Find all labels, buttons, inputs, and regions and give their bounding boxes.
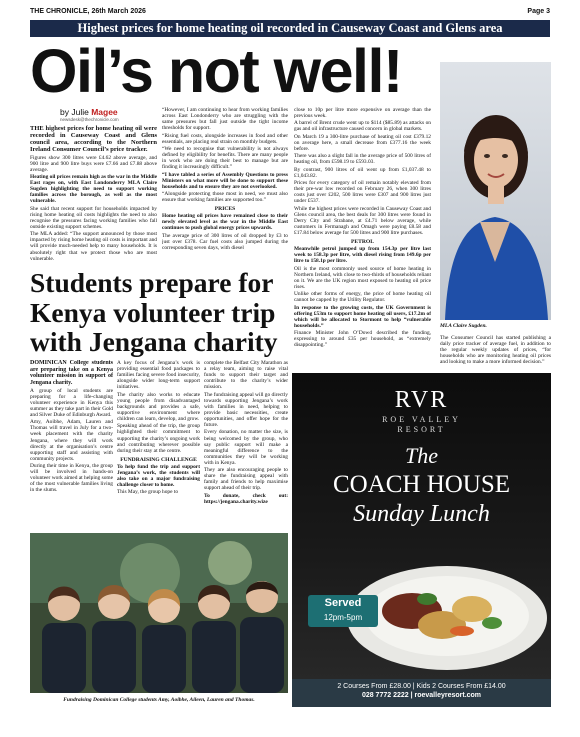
story-column-2 [162, 107, 288, 267]
byline: by Julie Magee [60, 107, 118, 117]
story-paragraph: complete the Belfast City Marathon as a relay team, aiming to raise vital funds to support their target and contribute to the charity’s wider mission. [204, 360, 288, 391]
story-paragraph: The Consumer Council has started publishing a daily price tracker of average fuel, in addition to the regular weekly updates of prices, “for households who are monitoring heating oil prices and looking to make a more informed decision.” [440, 335, 551, 366]
story-paragraph: While the highest prices were recorded in Causeway Coast and Glens council area, the best deals for 300 litres were found in Derry City and Strabane, at £4.71 below average, while customers in Fermanagh and Omagh were paying £8.58 and £17.84 below average for 500 litres and 900 litre purchases. [294, 205, 431, 236]
story-paragraph: Figures show 300 litres were £4.62 above average, and 900 litre and 900 litre buys were £7.66 and £7.88 above average. [30, 154, 157, 173]
page-number: Page 3 [527, 8, 550, 15]
kenya-headline-line: Students prepare for [30, 267, 274, 298]
donate-link[interactable]: To donate, check out: https://jengana.charity.wize [204, 492, 288, 505]
ad-contact[interactable]: 028 7772 2222 | roevalleyresort.com [361, 692, 482, 699]
page-header [30, 6, 550, 18]
ad-footer [292, 679, 551, 707]
story-paragraph: On March 19 a 300-litre purchase of heating oil cost £379.12 on average here, a small decrease from £377.16 the week before. [294, 133, 431, 152]
kenya-headline [30, 265, 431, 358]
story-paragraph: A key focus of Jengana’s work is providing essential food packages to families facing severe food insecurity, alongside wider long-term support initiatives. [117, 360, 200, 391]
story-paragraph: Oil is the most commonly used source of home heating in Northern Ireland, with close to two-thirds of households reliant on it. We are the UK region most exposed to heating oil price rises. [294, 265, 431, 290]
kenya-column-1 [30, 360, 113, 530]
students-photo-caption: Fundraising Dominican College students Amy, Aoibhe, Aileen, Lauren and Thomas. [63, 697, 255, 703]
ad-pricing: 2 Courses From £28.00 | Kids 2 Courses From £14.00 [337, 683, 506, 690]
ad-title-sub: Sunday Lunch [353, 501, 490, 527]
story-paragraph: She said that recent support for households impacted by rising home heating oil costs highlights the need to also recognise the pressures facing working families who fall outside existing support schemes. [30, 205, 157, 230]
served-label: Served [324, 597, 362, 609]
story-paragraph: Amy, Aoibhe, Adam, Lauren and Thomas will travel in July for a two-week placement with the charity Jengana, where they will work directly at the organisation’s centre supporting staff and assisting with community projects. [30, 419, 113, 462]
story-paragraph: Speaking ahead of the trip, the group highlighted their commitment to supporting the charity’s ongoing work and contributing wherever possible during their stay at the centre. [117, 423, 200, 454]
story-paragraph: The charity also works to educate young people from disadvantaged backgrounds and provides a safe, supportive environment where children can learn, develop, and grow. [117, 391, 200, 423]
subheading-fundraising: FUNDRAISING CHALLENGE [120, 456, 197, 463]
story-paragraph: In response to the growing costs, the UK Government is offering £53m to support home heating oil users, £17.2m of which will be allocated to Stormont to help “vulnerable households.” [294, 304, 431, 329]
story-paragraph: By contrast, 900 litres of oil went up from £1,037.48 to £1,043.82. [294, 166, 431, 179]
story-paragraph: Home heating oil prices have remained close to their newly elevated level as the war in the Middle East continues to push global energy prices upwards. [162, 213, 288, 232]
story-column-4 [440, 335, 551, 371]
story-paragraph: The average price of 300 litres of oil dropped by £3 to just over £378. Car fuel costs also jumped during the corresponding seven days, with diesel [162, 232, 288, 251]
story-column-1 [30, 125, 157, 267]
story-paragraph: “I have tabled a series of Assembly Questions to press Ministers on what more will be done to support these households and to ensure they are not overlooked. [162, 171, 288, 190]
resort-name-line1: ROE VALLEY [382, 415, 461, 424]
kenya-headline-line: with Jengana charity [30, 326, 278, 357]
resort-logo: RVR [394, 387, 449, 413]
story-paragraph: During their time in Kenya, the group will be involved in hands-on volunteer work aimed at helping some of the most vulnerable families living in the slums. [30, 463, 113, 494]
mla-photo [440, 62, 551, 320]
subheading-petrol: PETROL [350, 239, 374, 245]
ad-title-the: The [405, 443, 438, 468]
subheading-prices: PRICES [214, 206, 236, 213]
byline-author: Magee [91, 107, 118, 117]
byline-email[interactable]: newsdesk@thechronicle.com [60, 117, 119, 122]
story-paragraph: Every donation, no matter the size, is being welcomed by the group, who say public support will make a meaningful difference to the communities they will be working with in Kenya. [204, 429, 288, 466]
mla-photo-caption: MLA Claire Sugden. [440, 323, 487, 329]
story-paragraph: “Alongside protecting those most in need, we must also ensure that working families are supported too.” [162, 190, 288, 204]
kenya-column-3 [204, 360, 288, 530]
story-paragraph: “However, I am continuing to hear from working families across East Londonderry who are struggling with the same pressures but fall just outside the tight income thresholds for support. [162, 107, 288, 132]
section-banner: Highest prices for home heating oil recorded in Causeway Coast and Glens area [30, 20, 550, 37]
served-time: 12pm-5pm [323, 613, 363, 622]
story-paragraph: To help fund the trip and support Jengana’s work, the students will also take on a major fundraising challenge closer to home. [117, 463, 200, 489]
story-paragraph: There was also a slight fall in the average price of 500 litres of heating oil, from £598.19 to £593.03. [294, 153, 431, 166]
story-intro: THE highest prices for home heating oil were recorded in Causeway Coast and Glens council area, according to the Northern Ireland Consumer Council’s price tracker. [30, 125, 157, 154]
story-paragraph: Prices for every category of oil remain notably elevated from their pre-war low recorded on February 26, when 300 litres costs just over £202, 500 litres were £307 and 900 litres just under £537. [294, 179, 431, 205]
story-paragraph: They are also encouraging people to share the fundraising appeal with family and friends to help maximise support ahead of their trip. [204, 467, 288, 492]
coach-house-advert[interactable] [292, 373, 551, 707]
story-paragraph: Heating oil prices remain high as the war in the Middle East rages on, with East Londonderry MLA Claire Sugden highlighting the need to support working families across the borough, as well as the most vulnerable. [30, 174, 157, 205]
story-paragraph: Meanwhile petrol jumped up from 154.3p per litre last week to 158.3p per litre, with diesel rising from 149.6p per litre to 158.1p per litre. [294, 246, 431, 265]
story-paragraph: The fundraising appeal will go directly towards supporting Jengana’s work with families in need, helping to provide basic necessities, create opportunities, and offer hope for the future. [204, 391, 288, 429]
story-paragraph: This May, the group hope to [117, 489, 179, 496]
story-paragraph: The MLA added: “The support announced by those most impacted by rising home heating oil costs is important and will provide much-needed help to many households. It is absolutely right that we protect those who are most vulnerable. [30, 231, 157, 262]
story-paragraph: A barrel of Brent crude went up to $114 ($85.89) as attacks on gas and oil infrastructure caused concern in global markets. [294, 120, 431, 133]
publication-date: THE CHRONICLE, 26th March 2026 [30, 8, 146, 15]
story-paragraph: Unlike other forms of energy, the price of home heating oil cannot be capped by the Utility Regulator. [294, 291, 431, 304]
ad-title-main: COACH HOUSE [332, 471, 511, 498]
kenya-column-2 [117, 360, 200, 530]
story-paragraph: close to 10p per litre more expensive on average than the previous week. [294, 107, 431, 120]
kenya-headline-line: Kenya volunteer trip [30, 296, 276, 328]
kenya-intro: DOMINICAN College students are preparing take on a Kenya volunteer mission in support of Jengana charity. [30, 360, 113, 386]
main-headline: Oil’s not well! [30, 38, 402, 104]
students-photo [30, 533, 288, 693]
resort-name-line2: RESORT [397, 425, 446, 434]
story-paragraph: Finance Minister John O’Dowd described the funding, expressing to around £35 per household, as “extremely disappointing.” [294, 330, 431, 349]
story-paragraph: “We need to recognise that vulnerability is not always defined by eligibility for benefits. There are many people in work who are doing their best to manage but are finding it increasingly difficult.” [162, 145, 288, 171]
story-paragraph: “Rising fuel costs, alongside increases in food and other essentials, are placing real strain on monthly budgets. [162, 132, 288, 145]
story-paragraph: A group of local students are preparing for a life-changing volunteer experience in Kenya this summer as they take part in their Gold and Silver Duke of Edinburgh Award. [30, 387, 113, 418]
